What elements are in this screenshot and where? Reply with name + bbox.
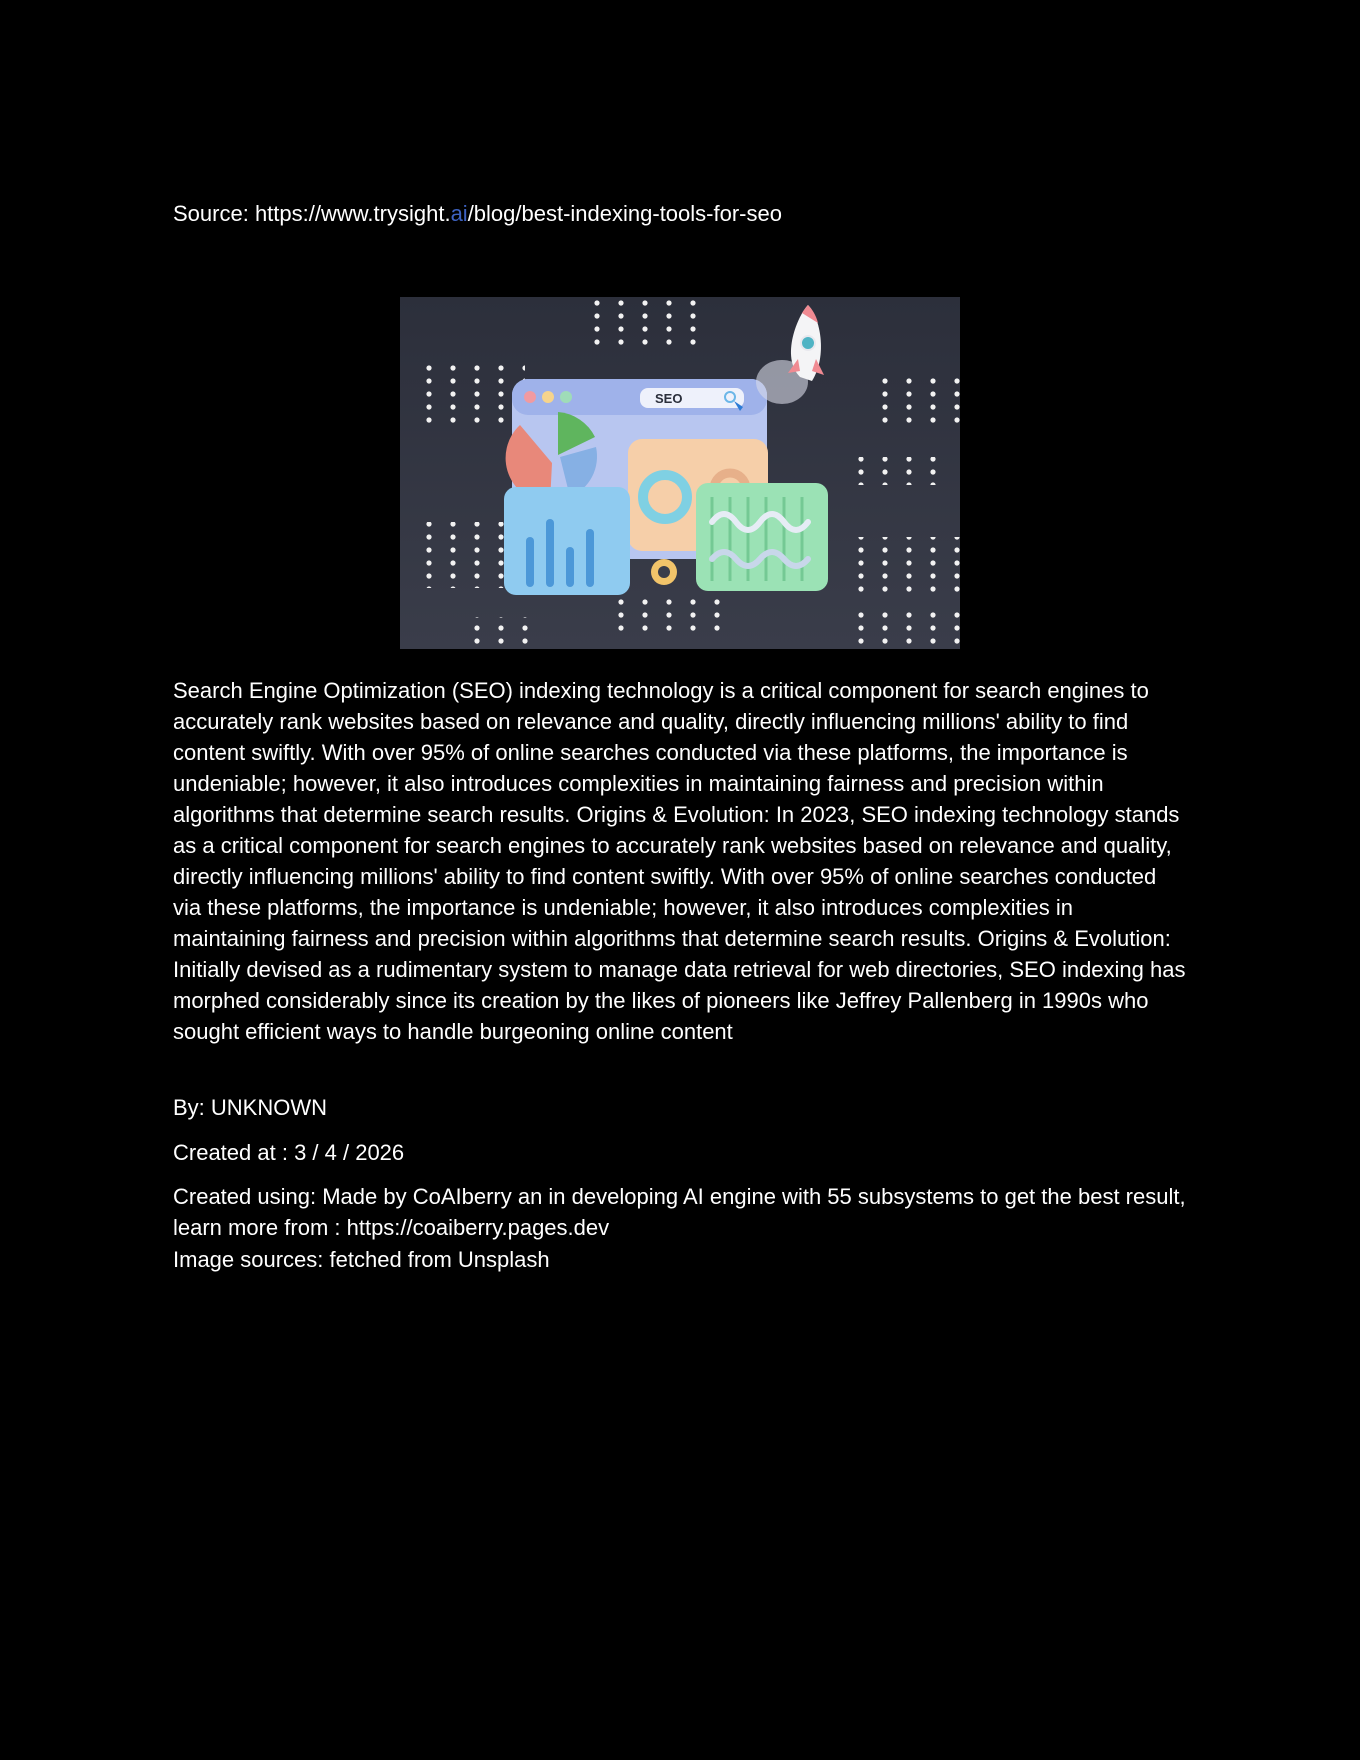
seo-badge-text: SEO (655, 391, 683, 406)
article-body: Search Engine Optimization (SEO) indexing technology is a critical component for search engines to accurately rank websites based on relevance and quality, directly influencing millions' ability to find content swiftly. With over 95% of online searches conducted via these platforms, the importance is undeniable; however, it also introduces complexities in maintaining fairness and precision within algorithms that determine search results. Origins & Evolution: In 2023, SEO indexing technology stands as a critical component for search engines to accurately rank websites based on relevance and quality, directly influencing millions' ability to find content swiftly. With over 95% of online searches conducted via these platforms, the importance is undeniable; however, it also introduces complexities in maintaining fairness and precision within algorithms that determine search results. Origins & Evolution: Initially devised as a rudimentary system to manage data retrieval for web directories, SEO indexing has morphed considerably since its creation by the likes of pioneers like Jeffrey Pallenberg in 1990s who sought efficient ways to handle burgeoning online content (173, 678, 1186, 1044)
source-line (173, 198, 782, 229)
created-using-line: Created using: Made by CoAIberry an in developing AI engine with 55 subsystems to get the best result, learn more from : https://coaiberry.pages.dev (173, 1184, 1186, 1240)
author-line: By: UNKNOWN (173, 1095, 327, 1120)
source-url-part3[interactable]: /blog/best-indexing-tools-for-seo (467, 201, 782, 226)
source-url-part1[interactable]: https://www.trysight. (254, 201, 451, 226)
created-at-line: Created at : 3 / 4 / 2026 (173, 1140, 405, 1165)
image-sources-line: Image sources: fetched from Unsplash (173, 1247, 550, 1272)
source-url-part2[interactable]: ai (450, 201, 468, 226)
source-label: Source: (173, 201, 255, 226)
seo-illustration (400, 297, 960, 649)
hero-image (400, 297, 960, 649)
